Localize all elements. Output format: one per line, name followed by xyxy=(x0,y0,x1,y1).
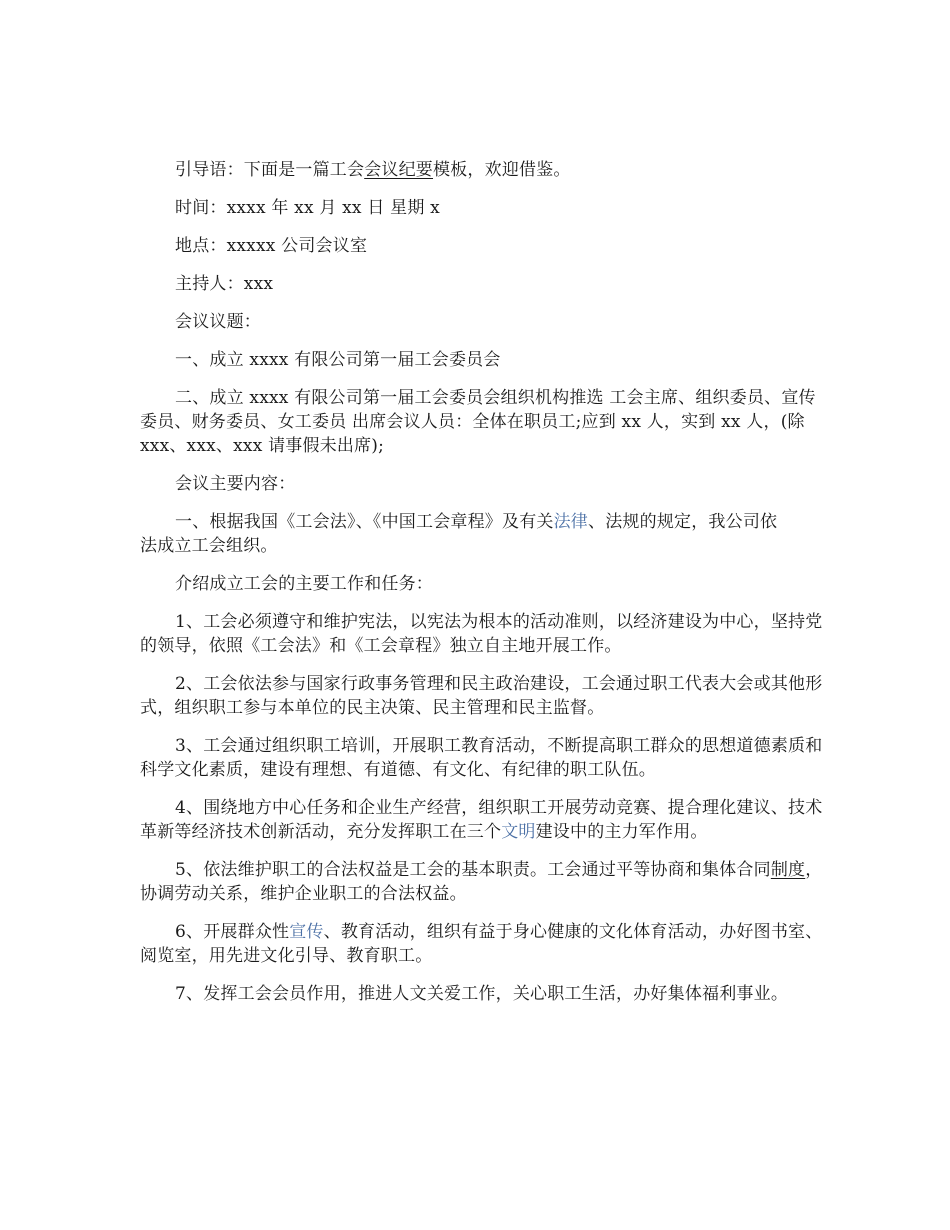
publicity-link[interactable]: 宣传 xyxy=(289,922,324,942)
meeting-time: 时间：xxxx 年 xx 月 xx 日 星期 x xyxy=(175,198,440,218)
task-item-6 xyxy=(140,920,830,968)
intro-suffix: 模板，欢迎借鉴。 xyxy=(433,160,571,180)
task-item-3: 3、工会通过组织职工培训，开展职工教育活动，不断提高职工群众的思想道德素质和科学文化素质，建设有理想、有道德、有文化、有纪律的职工队伍。 xyxy=(140,736,823,780)
task-item-4-suffix: 建设中的主力军作用。 xyxy=(535,822,708,842)
topic-1: 一、成立 xxxx 有限公司第一届工会委员会 xyxy=(175,350,501,370)
content-1-suffix: 、法规的规定，我公司依法成立工会组织。 xyxy=(140,512,778,556)
task-item-2: 2、工会依法参与国家行政事务管理和民主政治建设，工会通过职工代表大会或其他形式，组织职工参与本单位的民主决策、民主管理和民主监督。 xyxy=(140,674,823,718)
task-item-5-suffix: ，协调劳动关系，维护企业职工的合法权益。 xyxy=(140,860,823,904)
intro-prefix: 引导语：下面是一篇工会 xyxy=(175,160,365,180)
system-underlined-term: 制度 xyxy=(770,860,806,880)
content-1 xyxy=(140,510,830,558)
meeting-place: 地点：xxxxx 公司会议室 xyxy=(175,236,368,256)
topic-2: 二、成立 xxxx 有限公司第一届工会委员会组织机构推选 工会主席、组织委员、宣传委员、财务委员、女工委员 出席会议人员：全体在职员工;应到 xx 人，实到 xx 人，(除 xxx、xxx、xxx 请事假未出席); xyxy=(140,388,816,456)
content-1-prefix: 一、根据我国《工会法》、《中国工会章程》及有关 xyxy=(175,512,554,532)
document-page xyxy=(140,158,830,1020)
intro-paragraph xyxy=(140,158,830,182)
intro-underlined-term: 会议纪要 xyxy=(364,160,434,180)
tasks-heading: 介绍成立工会的主要工作和任务： xyxy=(175,574,433,594)
law-link[interactable]: 法律 xyxy=(553,512,589,532)
task-item-1: 1、工会必须遵守和维护宪法，以宪法为根本的活动准则，以经济建设为中心，坚持党的领导，依照《工会法》和《工会章程》独立自主地开展工作。 xyxy=(140,612,823,656)
task-item-5 xyxy=(140,858,830,906)
civilization-link[interactable]: 文明 xyxy=(501,822,536,842)
task-item-7: 7、发挥工会会员作用，推进人文关爱工作，关心职工生活，办好集体福利事业。 xyxy=(175,984,789,1004)
task-item-6-prefix: 6、开展群众性 xyxy=(175,922,290,942)
meeting-host: 主持人：xxx xyxy=(175,274,274,294)
task-item-5-prefix: 5、依法维护职工的合法权益是工会的基本职责。工会通过平等协商和集体合同 xyxy=(175,860,771,880)
task-item-4-prefix: 4、围绕地方中心任务和企业生产经营，组织职工开展劳动竞赛、提合理化建议、技术革新等经济技术创新活动，充分发挥职工在三个 xyxy=(140,798,823,842)
task-item-4 xyxy=(140,796,830,844)
topics-heading: 会议议题： xyxy=(175,312,261,332)
content-heading: 会议主要内容： xyxy=(175,474,296,494)
task-item-6-suffix: 、教育活动，组织有益于身心健康的文化体育活动，办好图书室、阅览室，用先进文化引导、教育职工。 xyxy=(140,922,823,966)
